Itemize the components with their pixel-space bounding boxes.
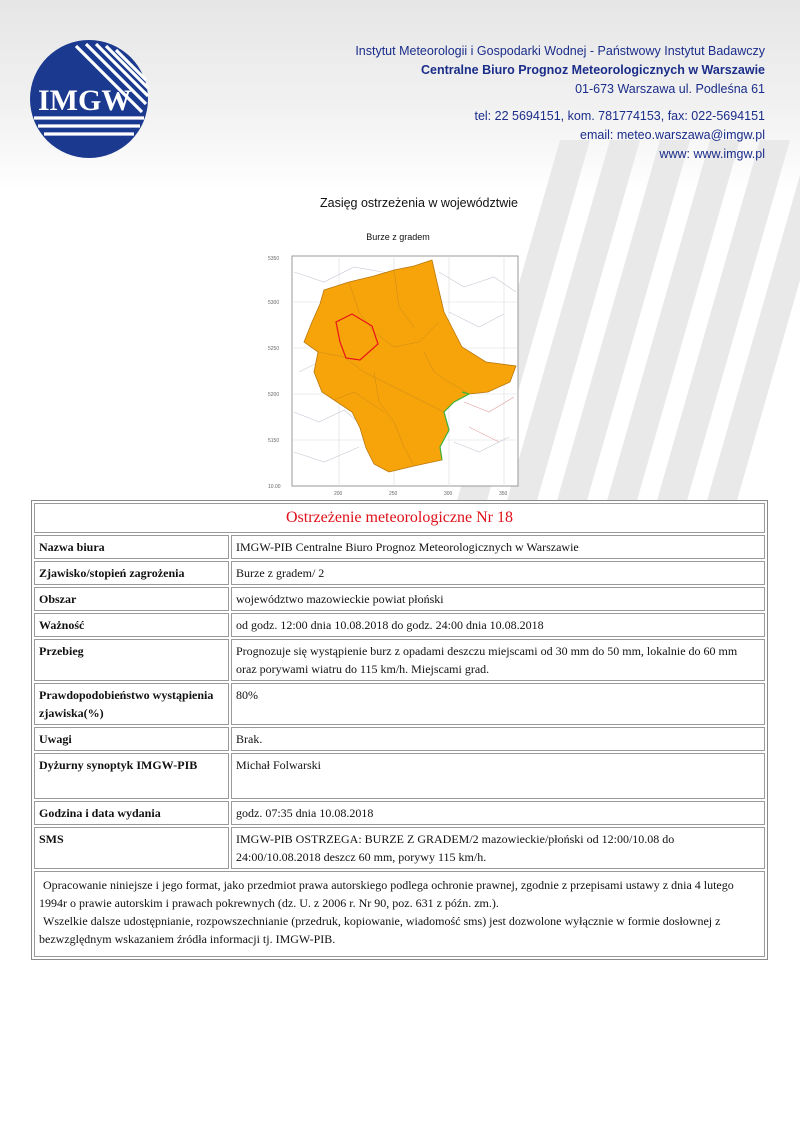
y-tick-label: 5250: [268, 346, 280, 352]
row-value: IMGW-PIB OSTRZEGA: BURZE Z GRADEM/2 mazowieckie/płoński od 12:00/10.08 do 24:00/10.08.2018 deszcz 60 mm, porywy 115 km/h.: [231, 827, 765, 869]
copyright-paragraph: Opracowanie niniejsze i jego format, jako przedmiot prawa autorskiego podlega ochronie prawnej, zgodnie z przepisami ustawy z dnia 4 lutego 1994r o prawie autorskim i prawach pokrewnych (dz. U. z 2006 r. Nr 90, poz. 631 z późn. zm.).: [39, 878, 734, 910]
row-label: SMS: [34, 827, 229, 869]
row-label: Obszar: [34, 587, 229, 611]
table-row: [34, 801, 765, 825]
institute-name: Instytut Meteorologii i Gospodarki Wodnej - Państwowy Instytut Badawczy: [355, 44, 765, 58]
website-link[interactable]: www: www.imgw.pl: [659, 147, 765, 161]
row-label: Dyżurny synoptyk IMGW-PIB: [34, 753, 229, 799]
table-row: [34, 753, 765, 799]
x-tick-label: 300: [444, 491, 453, 497]
row-value: godz. 07:35 dnia 10.08.2018: [231, 801, 765, 825]
x-tick-label: 250: [389, 491, 398, 497]
copyright-notice: [34, 871, 765, 957]
warning-area-map: [264, 252, 532, 498]
y-tick-label: 5150: [268, 438, 280, 444]
warning-table: [31, 500, 768, 960]
table-row: [34, 683, 765, 725]
table-row: [34, 827, 765, 869]
table-row: [34, 561, 765, 585]
row-value: Michał Folwarski: [231, 753, 765, 799]
y-tick-label: 5200: [268, 392, 280, 398]
row-value: Prognozuje się wystąpienie burz z opadami deszczu miejscami od 30 mm do 50 mm, lokalnie do 60 mm oraz porywami wiatru do 115 km/h. Miejscami grad.: [231, 639, 765, 681]
table-row: [34, 587, 765, 611]
y-tick-label: 5300: [268, 300, 280, 306]
x-tick-label: 200: [334, 491, 343, 497]
phone: tel: 22 5694151, kom. 781774153, fax: 022-5694151: [474, 109, 765, 123]
row-label: Uwagi: [34, 727, 229, 751]
row-label: Ważność: [34, 613, 229, 637]
row-label: Godzina i data wydania: [34, 801, 229, 825]
row-value: Brak.: [231, 727, 765, 751]
table-row: [34, 613, 765, 637]
y-tick-label: 5350: [268, 256, 280, 262]
logo-text: IMGW: [38, 84, 132, 117]
row-label: Nazwa biura: [34, 535, 229, 559]
email-link[interactable]: email: meteo.warszawa@imgw.pl: [580, 128, 765, 142]
row-value: województwo mazowieckie powiat płoński: [231, 587, 765, 611]
distribution-paragraph: Wszelkie dalsze udostępnianie, rozpowszechnianie (przedruk, kopiowanie, wiadomość sms) jest dozwolone wyłącznie w formie dosłownej z bezwzględnym wskazaniem źródła informacji tj. IMGW-PIB.: [39, 914, 721, 946]
table-row: [34, 535, 765, 559]
row-value: IMGW-PIB Centralne Biuro Prognoz Meteorologicznych w Warszawie: [231, 535, 765, 559]
row-label: Prawdopodobieństwo wystąpienia zjawiska(%): [34, 683, 229, 725]
table-row: [34, 727, 765, 751]
map-subtitle: Burze z gradem: [366, 232, 430, 242]
x-tick-label: 350: [499, 491, 508, 497]
bureau-name: Centralne Biuro Prognoz Meteorologicznych w Warszawie: [420, 63, 765, 77]
row-value: od godz. 12:00 dnia 10.08.2018 do godz. 24:00 dnia 10.08.2018: [231, 613, 765, 637]
row-value: Burze z gradem/ 2: [231, 561, 765, 585]
map-title: Zasięg ostrzeżenia w województwie: [319, 196, 518, 210]
y-tick-label: 10.00: [268, 484, 281, 490]
imgw-logo: [28, 38, 150, 160]
warning-title: Ostrzeżenie meteorologiczne Nr 18: [34, 503, 765, 533]
institute-header: [355, 42, 765, 164]
address: 01-673 Warszawa ul. Podleśna 61: [575, 82, 765, 96]
row-label: Przebieg: [34, 639, 229, 681]
row-value: 80%: [231, 683, 765, 725]
row-label: Zjawisko/stopień zagrożenia: [34, 561, 229, 585]
table-row: [34, 639, 765, 681]
